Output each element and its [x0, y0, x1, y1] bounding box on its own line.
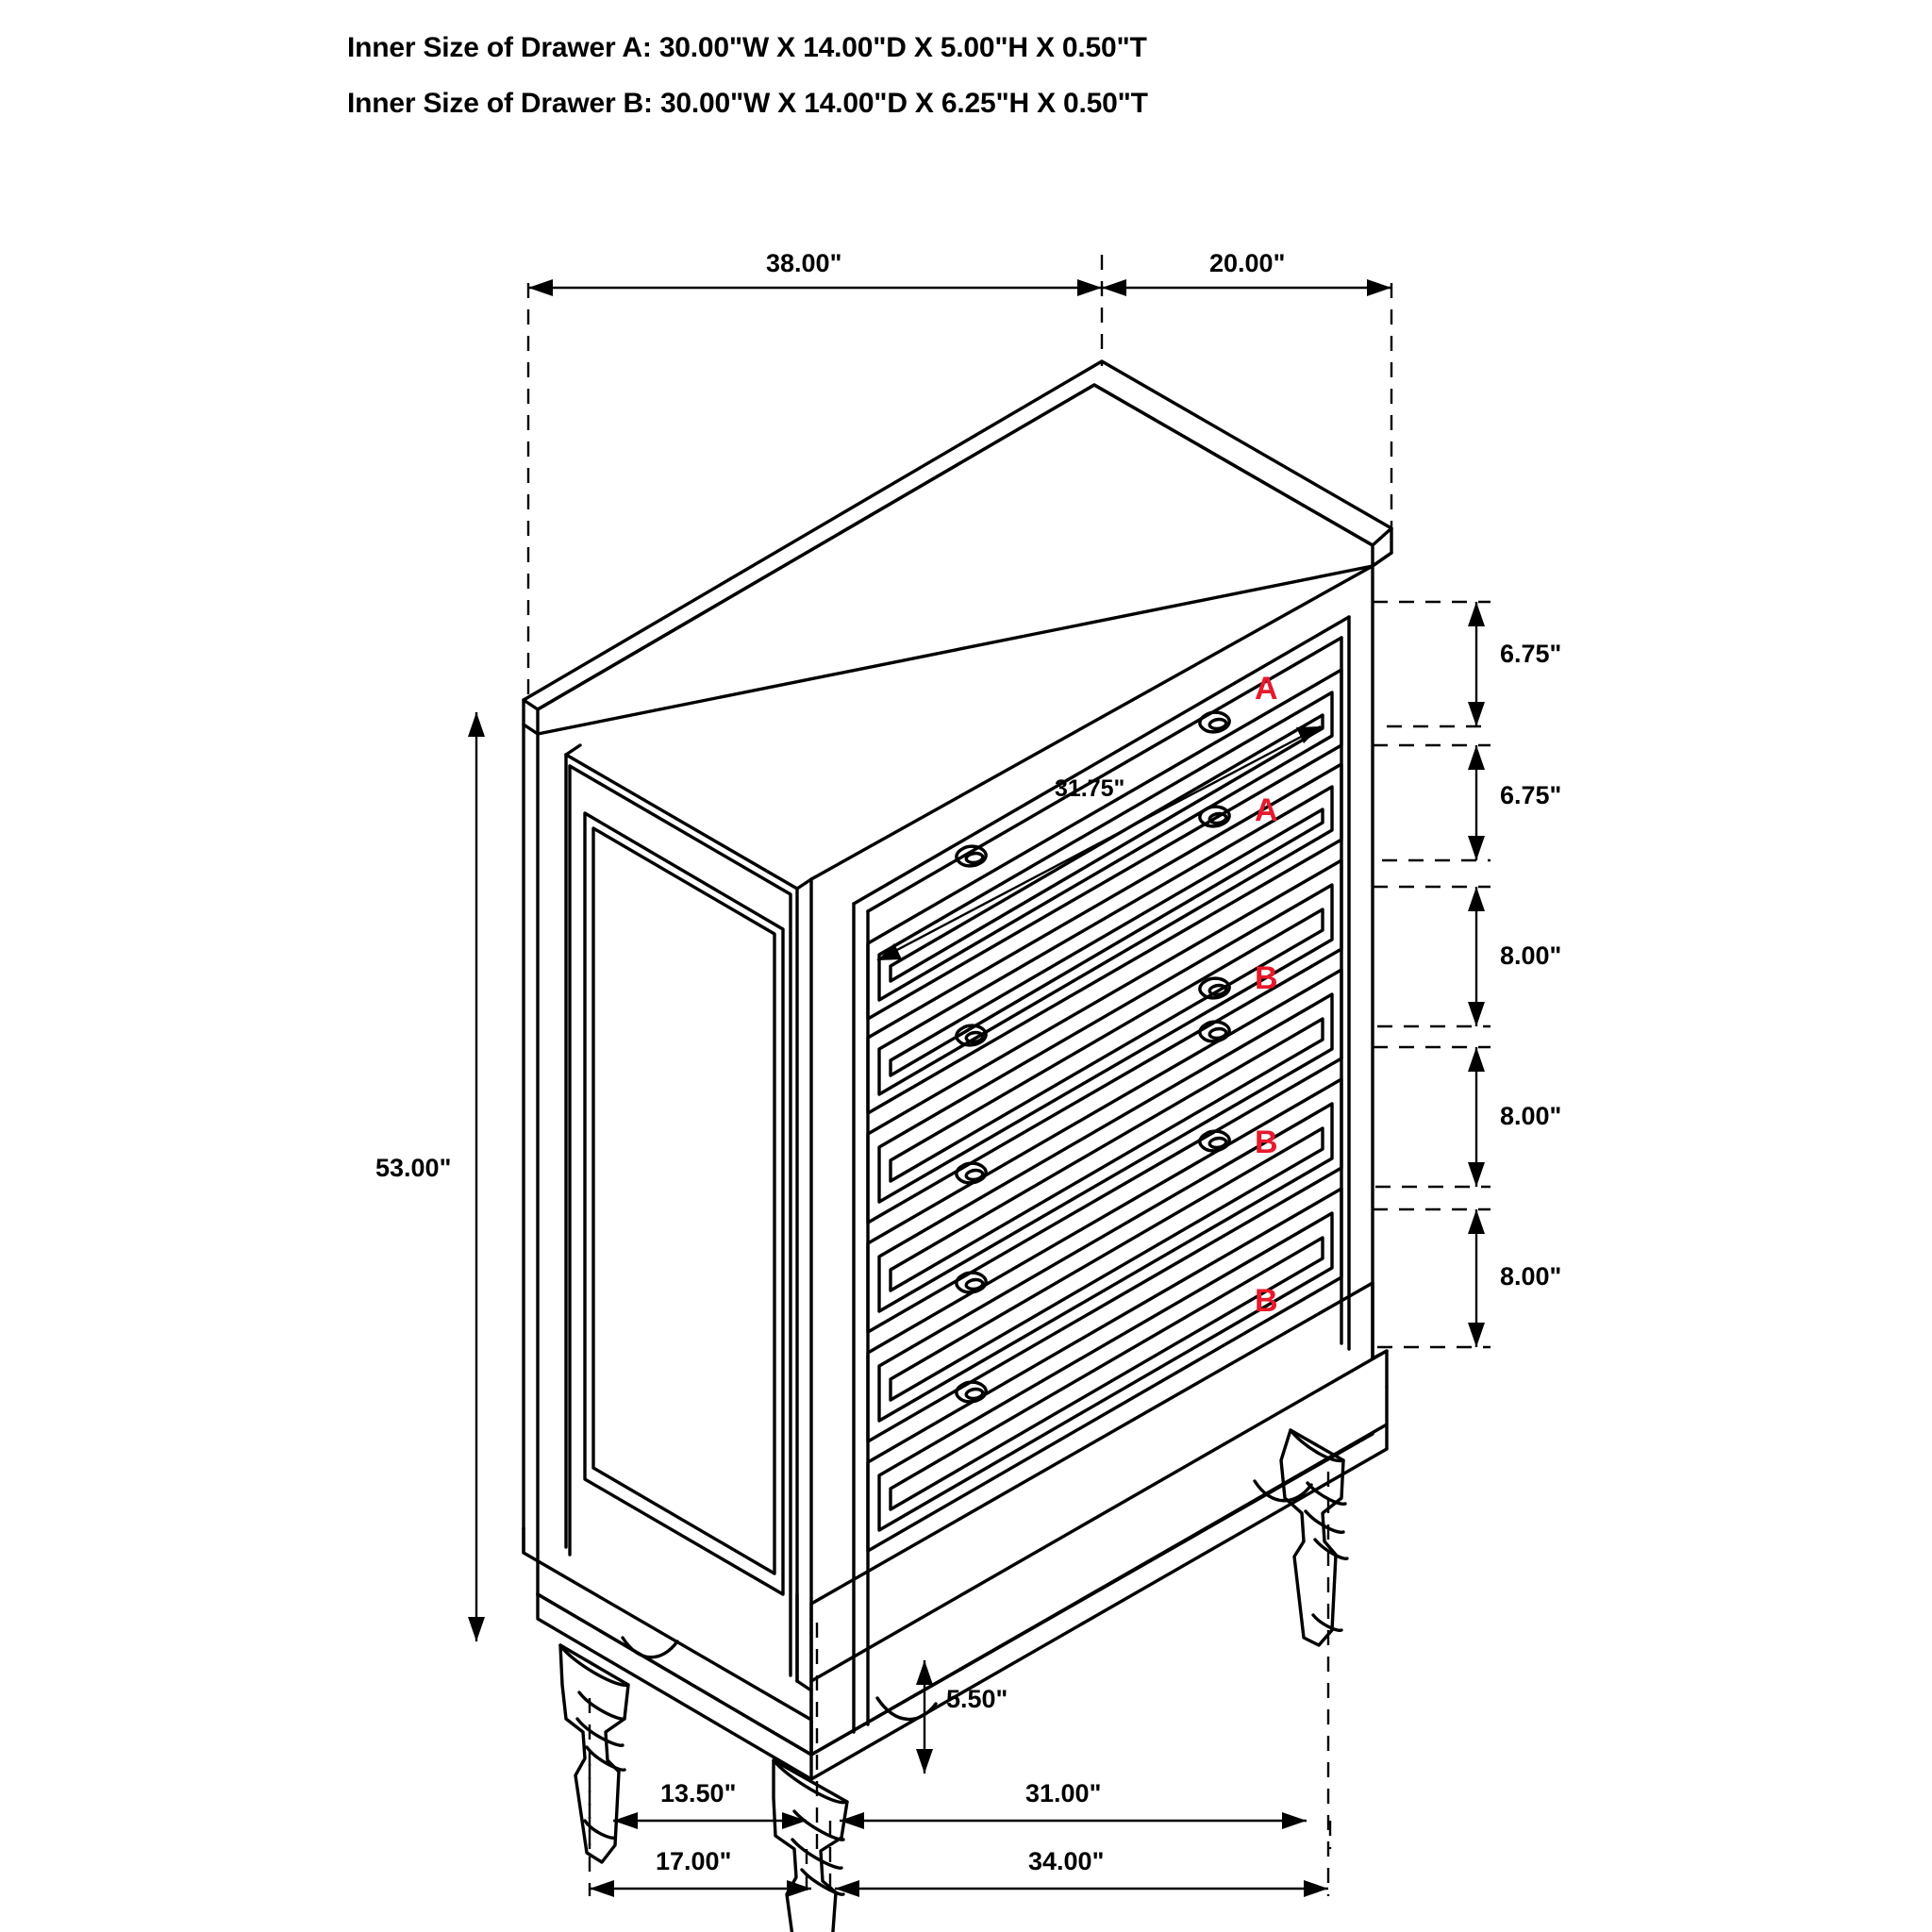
dim-right-4: 8.00" [1500, 1102, 1562, 1130]
dim-bottom-front-outer: 34.00" [1028, 1847, 1105, 1875]
dim-bottom-side-outer: 17.00" [656, 1847, 732, 1875]
dim-bottom-side-inner: 13.50" [660, 1779, 737, 1807]
dim-bottom-front-inner: 31.00" [1025, 1779, 1102, 1807]
dim-right-5: 8.00" [1500, 1262, 1562, 1291]
dim-top-width: 38.00" [766, 249, 842, 277]
dim-right-1: 6.75" [1500, 640, 1562, 668]
dim-leg-height: 5.50" [946, 1685, 1008, 1713]
dim-right-2: 6.75" [1500, 781, 1562, 809]
dim-overall-height: 53.00" [375, 1154, 452, 1182]
drawer-label-a2: A [1255, 792, 1278, 828]
drawer-label-a1: A [1255, 671, 1278, 707]
drawer-label-b2: B [1255, 1124, 1278, 1160]
drawer-label-b3: B [1255, 1283, 1278, 1319]
dim-drawer-front-width: 31.75" [1055, 775, 1125, 802]
title-line-2: Inner Size of Drawer B: 30.00"W X 14.00"D X 6.25"H X 0.50"T [347, 88, 1148, 119]
dim-right-3: 8.00" [1500, 941, 1562, 970]
drawer-label-b1: B [1255, 960, 1278, 996]
title-line-1: Inner Size of Drawer A: 30.00"W X 14.00"D X 5.00"H X 0.50"T [347, 32, 1147, 63]
dim-top-depth: 20.00" [1209, 249, 1286, 277]
